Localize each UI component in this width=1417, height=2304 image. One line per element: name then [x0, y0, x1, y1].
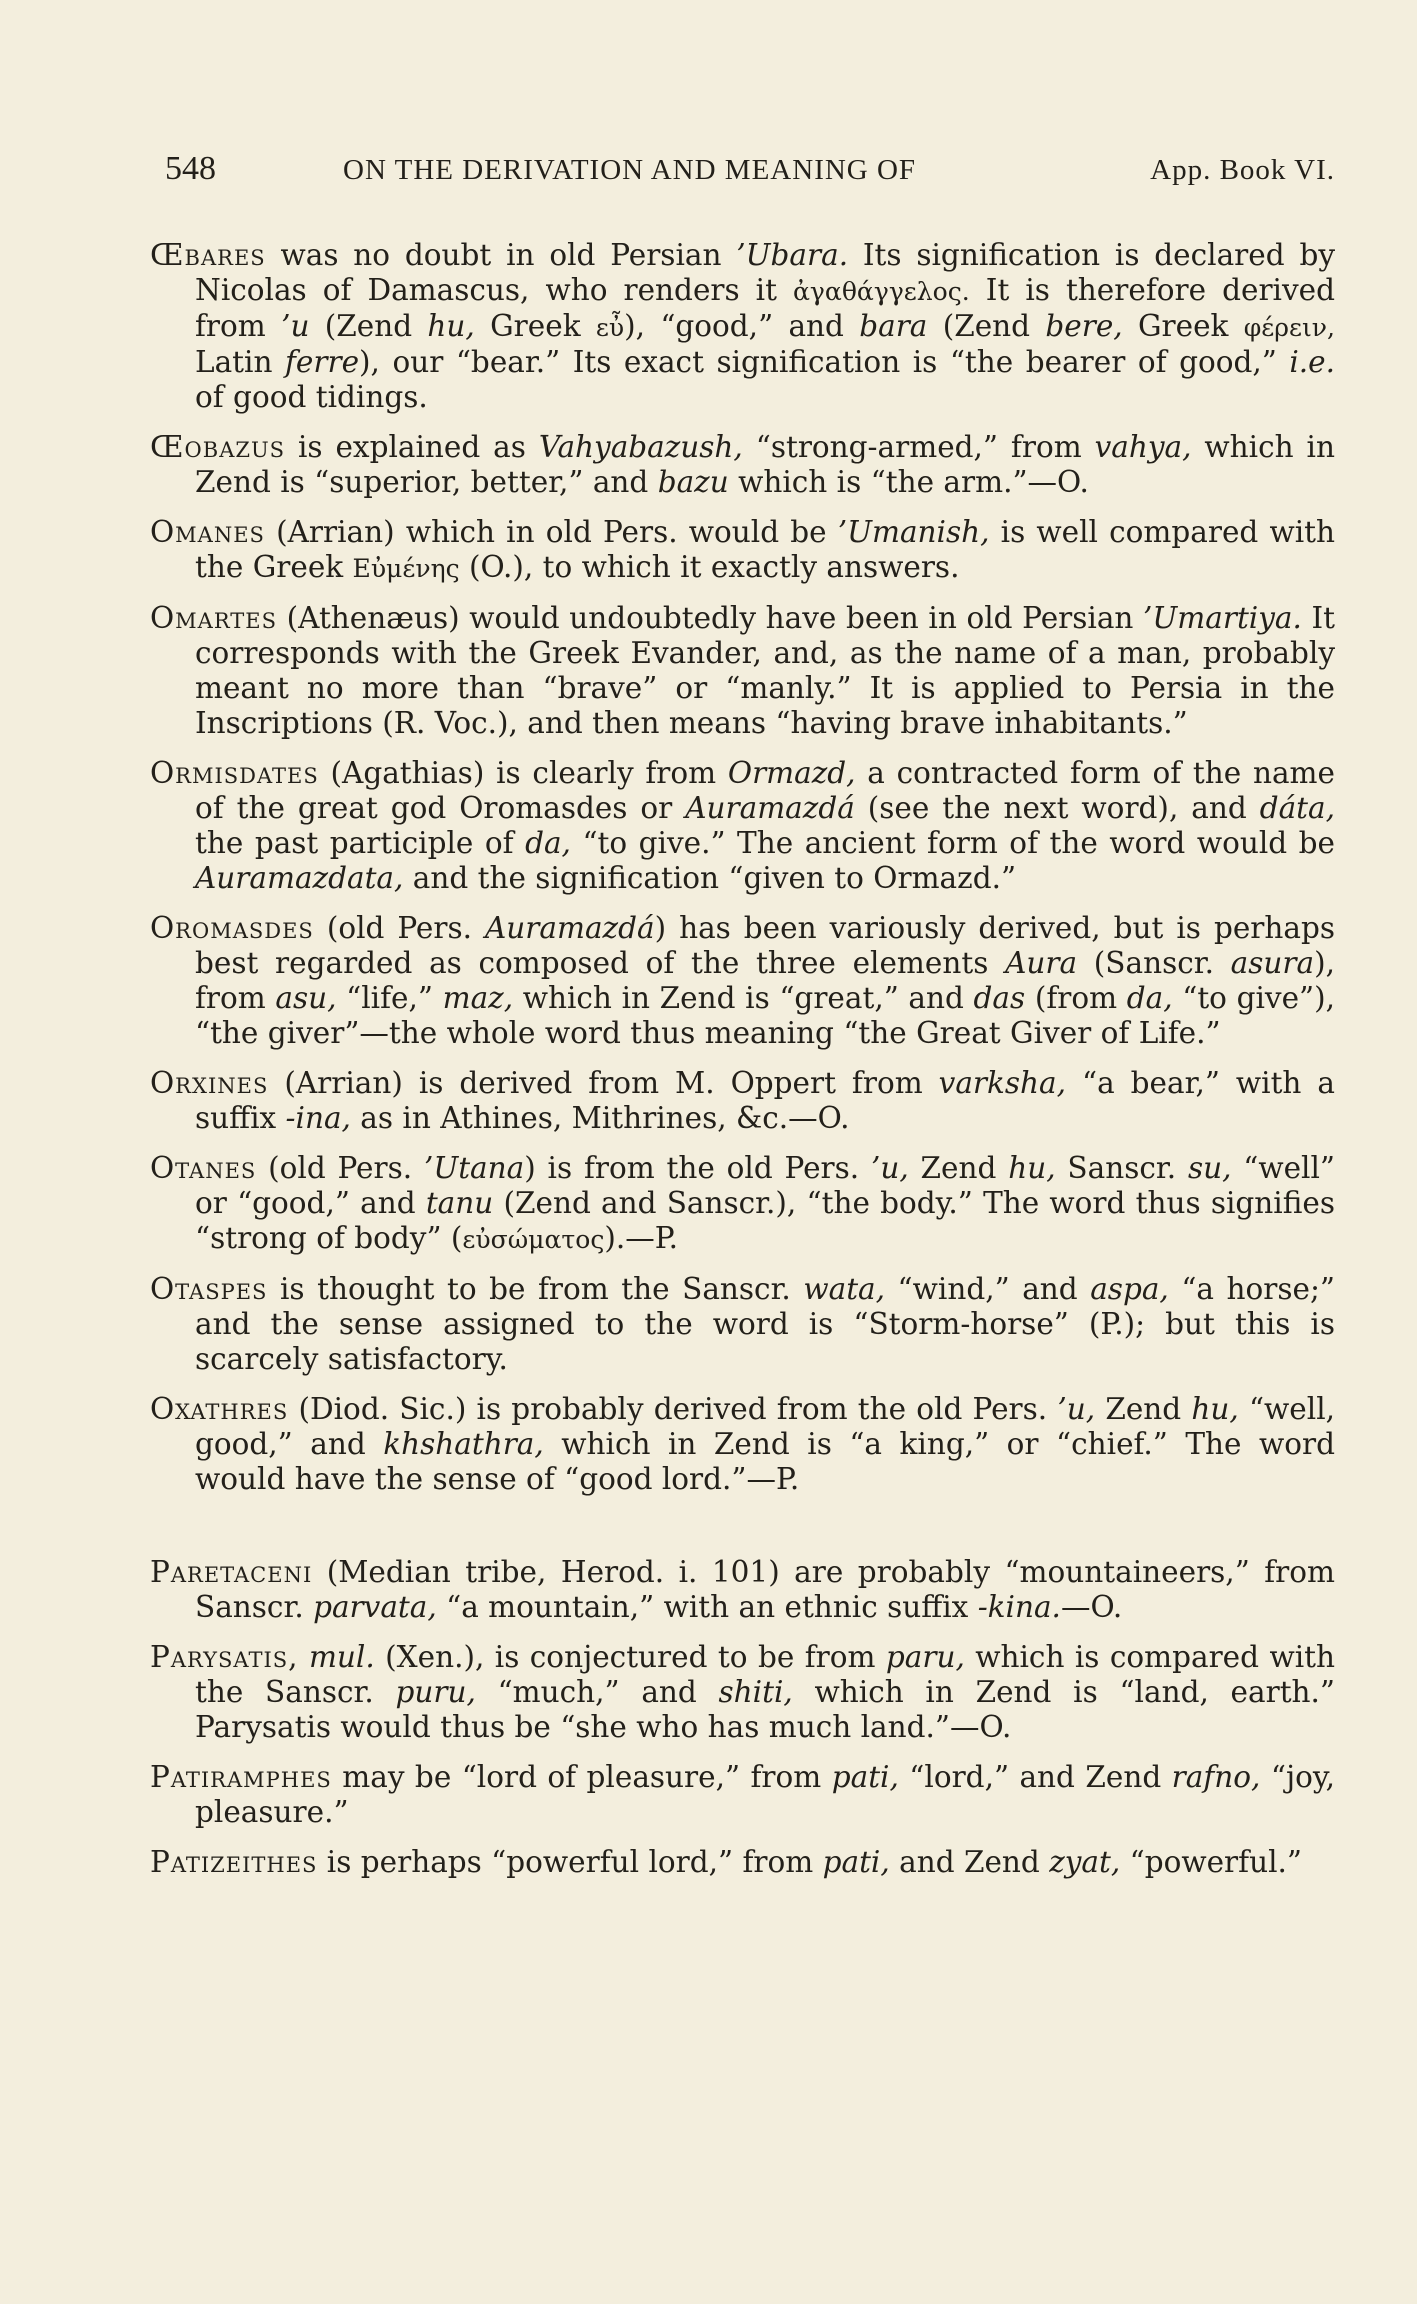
entry-text: Latin [195, 345, 285, 379]
glossary-entry [150, 601, 1335, 741]
entry-text: (Zend [927, 309, 1046, 343]
italic-term: ’u, [870, 1151, 909, 1185]
entry-text: which in Zend is “a king,” or “chief.” The word would have the sense of “good lord.”—P. [195, 1427, 1335, 1496]
entry-headword: Otanes [150, 1151, 257, 1185]
italic-term: maz, [442, 981, 514, 1015]
glossary-entry [150, 1555, 1335, 1625]
glossary-entry [150, 1272, 1335, 1377]
entry-headword: Omanes [150, 515, 265, 549]
italic-term: da, [525, 826, 571, 860]
italic-term: Auramazdá [485, 911, 655, 945]
italic-term: mul. [308, 1640, 375, 1674]
entry-text: ).—P. [604, 1221, 679, 1255]
italic-term: aspa, [1090, 1272, 1169, 1306]
entry-headword: Patiramphes [150, 1760, 332, 1794]
entry-text: ), our “bear.” Its exact signification is “the bearer of good,” [359, 345, 1290, 379]
italic-term: Ormazd, [727, 756, 856, 790]
greek-term: εὐσώματος [462, 1225, 605, 1254]
italic-term: pati, [822, 1845, 890, 1879]
entry-text: the past participle of [195, 826, 526, 860]
italic-term: ’u, [1057, 1392, 1096, 1426]
entry-text: It corresponds with the Greek Evander, and, as the name of a man, probably meant no more than “brave” or “manly.” It is applied to Persia in the Inscriptions (R. Voc.), and then means “having brave inhabitants.” [195, 601, 1336, 740]
entry-text: “to give.” The ancient form of the word would be [570, 826, 1335, 860]
italic-term: hu, [427, 309, 475, 343]
entry-text: Zend [908, 1151, 1009, 1185]
italic-term: ’Umanish, [837, 515, 990, 549]
entry-text: It is therefore derived from [195, 273, 1335, 343]
entry-text: Greek [474, 309, 596, 343]
entry-text: (Agathias) is clearly from [318, 756, 728, 790]
greek-term: Εὐμένης [352, 554, 460, 583]
book-reference: App. Book VI. [1150, 154, 1335, 186]
glossary-entry [150, 756, 1335, 896]
entry-text: “a horse;” and the sense assigned to the word is “Storm-horse” (P.); but this is scarcely satisfactory. [195, 1272, 1336, 1376]
italic-term: varksha, [938, 1066, 1067, 1100]
entry-headword: Oxathres [150, 1392, 289, 1426]
running-title: ON THE DERIVATION AND MEANING OF [343, 154, 917, 186]
entry-text: “strong-armed,” from [742, 430, 1095, 464]
italic-term: ’Ubara. [736, 238, 849, 272]
italic-term: vahya, [1094, 430, 1192, 464]
glossary-entries [150, 238, 1335, 1895]
italic-term: asura [1230, 946, 1315, 980]
entry-text: and Zend [889, 1845, 1050, 1879]
italic-term: khshathra, [383, 1427, 544, 1461]
glossary-entry [150, 515, 1335, 586]
italic-term: rafno, [1171, 1760, 1261, 1794]
entry-text: (Median tribe, Herod. i. 101) are probably “mountaineers,” from Sanscr. [195, 1555, 1335, 1624]
entry-text: as in Athines, Mithrines, &c.—O. [350, 1101, 850, 1135]
entry-text: “a bear,” with a suffix [195, 1066, 1335, 1135]
italic-term: tanu [425, 1186, 494, 1220]
glossary-entry [150, 911, 1335, 1051]
entry-text: Its signification is declared by Nicolas of Damascus, who renders it [195, 238, 1335, 307]
entry-headword: Patizeithes [150, 1845, 318, 1879]
italic-term: Auramazdata, [195, 861, 404, 895]
entry-text: (Xen.), is conjectured to be from [374, 1640, 886, 1674]
entry-text: (from [1025, 981, 1127, 1015]
italic-term: parvata, [313, 1590, 437, 1624]
italic-term: Auramazdá [685, 791, 855, 825]
glossary-entry [150, 238, 1335, 415]
entry-text: ) has been variously derived, but is perhaps best regarded as composed of the three elements [195, 911, 1335, 980]
italic-term: -kina. [977, 1590, 1061, 1624]
italic-term: ’Utana [423, 1151, 525, 1185]
entry-text: “well” or “good,” and [195, 1151, 1336, 1220]
entry-headword: Œobazus [150, 430, 286, 464]
italic-term: ferre [285, 345, 360, 379]
entry-text: is thought to be from the Sanscr. [267, 1272, 804, 1306]
entry-headword: Omartes [150, 601, 278, 635]
italic-term: ’Umartiya. [1143, 601, 1302, 635]
greek-term: ἀγαθάγγελος. [793, 277, 970, 306]
entry-text: ), “good,” and [624, 309, 860, 343]
glossary-entry [150, 1640, 1335, 1745]
entry-text: (see the next word), and [854, 791, 1260, 825]
entry-text: (Zend [309, 309, 428, 343]
entry-text: Zend [1095, 1392, 1192, 1426]
entry-text: of good tidings. [195, 380, 428, 414]
entry-text: “wind,” and [885, 1272, 1091, 1306]
entry-text: (Diod. Sic.) is probably derived from the old Pers. [288, 1392, 1058, 1426]
entry-text: (Sanscr. [1077, 946, 1231, 980]
entry-text [299, 1640, 309, 1674]
entry-text: (Arrian) is derived from M. Oppert from [268, 1066, 939, 1100]
italic-term: i.e. [1289, 345, 1335, 379]
italic-term: da, [1126, 981, 1173, 1015]
italic-term: puru, [395, 1675, 476, 1709]
entry-text: “life,” [336, 981, 443, 1015]
entry-text: is well compared with the Greek [195, 515, 1335, 584]
italic-term: zyat, [1049, 1845, 1121, 1879]
italic-term: hu, [1191, 1392, 1239, 1426]
entry-text: (Zend and Sanscr.), “the body.” The word thus signifies “strong of body” ( [195, 1186, 1335, 1255]
italic-term: paru, [885, 1640, 965, 1674]
entry-text: “joy, pleasure.” [195, 1760, 1335, 1829]
italic-term: wata, [803, 1272, 886, 1306]
italic-term: dáta, [1259, 791, 1335, 825]
glossary-entry [150, 1151, 1335, 1257]
page-header [165, 150, 1335, 194]
entry-text: (Arrian) which in old Pers. would be [264, 515, 838, 549]
greek-term: φέρειν, [1243, 313, 1336, 342]
italic-term: Vahyabazush, [538, 430, 743, 464]
italic-term: ’u [281, 309, 310, 343]
entry-text: “a mountain,” with an ethnic suffix [436, 1590, 978, 1624]
entry-text: and the signification “given to Ormazd.” [403, 861, 1017, 895]
entry-text: Greek [1122, 309, 1244, 343]
entry-headword: Parysatis, [150, 1640, 299, 1674]
entry-text: “to give”), “the giver”—the whole word thus meaning “the Great Giver of Life.” [195, 981, 1335, 1050]
entry-text: which in Zend is “great,” and [513, 981, 974, 1015]
greek-term: εὖ [595, 313, 625, 342]
italic-term: das [973, 981, 1026, 1015]
italic-term: asu, [275, 981, 337, 1015]
italic-term: bara [859, 309, 928, 343]
entry-text: “much,” and [475, 1675, 719, 1709]
italic-term: -ina, [285, 1101, 351, 1135]
entry-text: ), from [195, 946, 1335, 1015]
glossary-entry [150, 1760, 1335, 1830]
italic-term: su, [1187, 1151, 1232, 1185]
entry-text: which is “the arm.”—O. [728, 465, 1089, 499]
entry-text: (old Pers. [313, 911, 485, 945]
entry-headword: Œbares [150, 238, 266, 272]
entry-headword: Paretaceni [150, 1555, 313, 1589]
entry-text: (O.), to which it exactly answers. [459, 550, 960, 584]
entry-text: may be “lord of pleasure,” from [331, 1760, 832, 1794]
italic-term: bere, [1045, 309, 1123, 343]
entry-text: ) is from the old Pers. [524, 1151, 871, 1185]
italic-term: pati, [831, 1760, 899, 1794]
italic-term: shiti, [718, 1675, 793, 1709]
entry-text: —O. [1060, 1590, 1123, 1624]
entry-headword: Otaspes [150, 1272, 268, 1306]
entry-headword: Oromasdes [150, 911, 314, 945]
entry-headword: Orxines [150, 1066, 269, 1100]
italic-term: hu, [1008, 1151, 1056, 1185]
entry-text: “powerful.” [1120, 1845, 1302, 1879]
entry-text: Sanscr. [1055, 1151, 1188, 1185]
entry-text: “well, good,” and [195, 1392, 1336, 1461]
entry-text: was no doubt in old Persian [265, 238, 737, 272]
italic-term: bazu [657, 465, 729, 499]
page-number: 548 [165, 150, 216, 187]
glossary-entry [150, 1845, 1335, 1880]
entry-text: which is compared with the Sanscr. [195, 1640, 1335, 1709]
entry-text: a contracted form of the name of the great god Oromasdes or [195, 756, 1335, 825]
glossary-entry [150, 1392, 1335, 1497]
glossary-entry [150, 430, 1335, 500]
entry-text: is explained as [285, 430, 539, 464]
entry-headword: Ormisdates [150, 756, 319, 790]
italic-term: Aura [1005, 946, 1078, 980]
entry-text: “lord,” and Zend [898, 1760, 1172, 1794]
entry-text: (old Pers. [256, 1151, 424, 1185]
glossary-entry [150, 1066, 1335, 1136]
entry-text: (Athenæus) would undoubtedly have been in old Persian [277, 601, 1144, 635]
entry-text: which in Zend is “land, earth.” Parysatis would thus be “she who has much land.”—O. [195, 1675, 1336, 1744]
entry-text: is perhaps “powerful lord,” from [317, 1845, 823, 1879]
entry-text: which in Zend is “superior, better,” and [195, 430, 1335, 499]
